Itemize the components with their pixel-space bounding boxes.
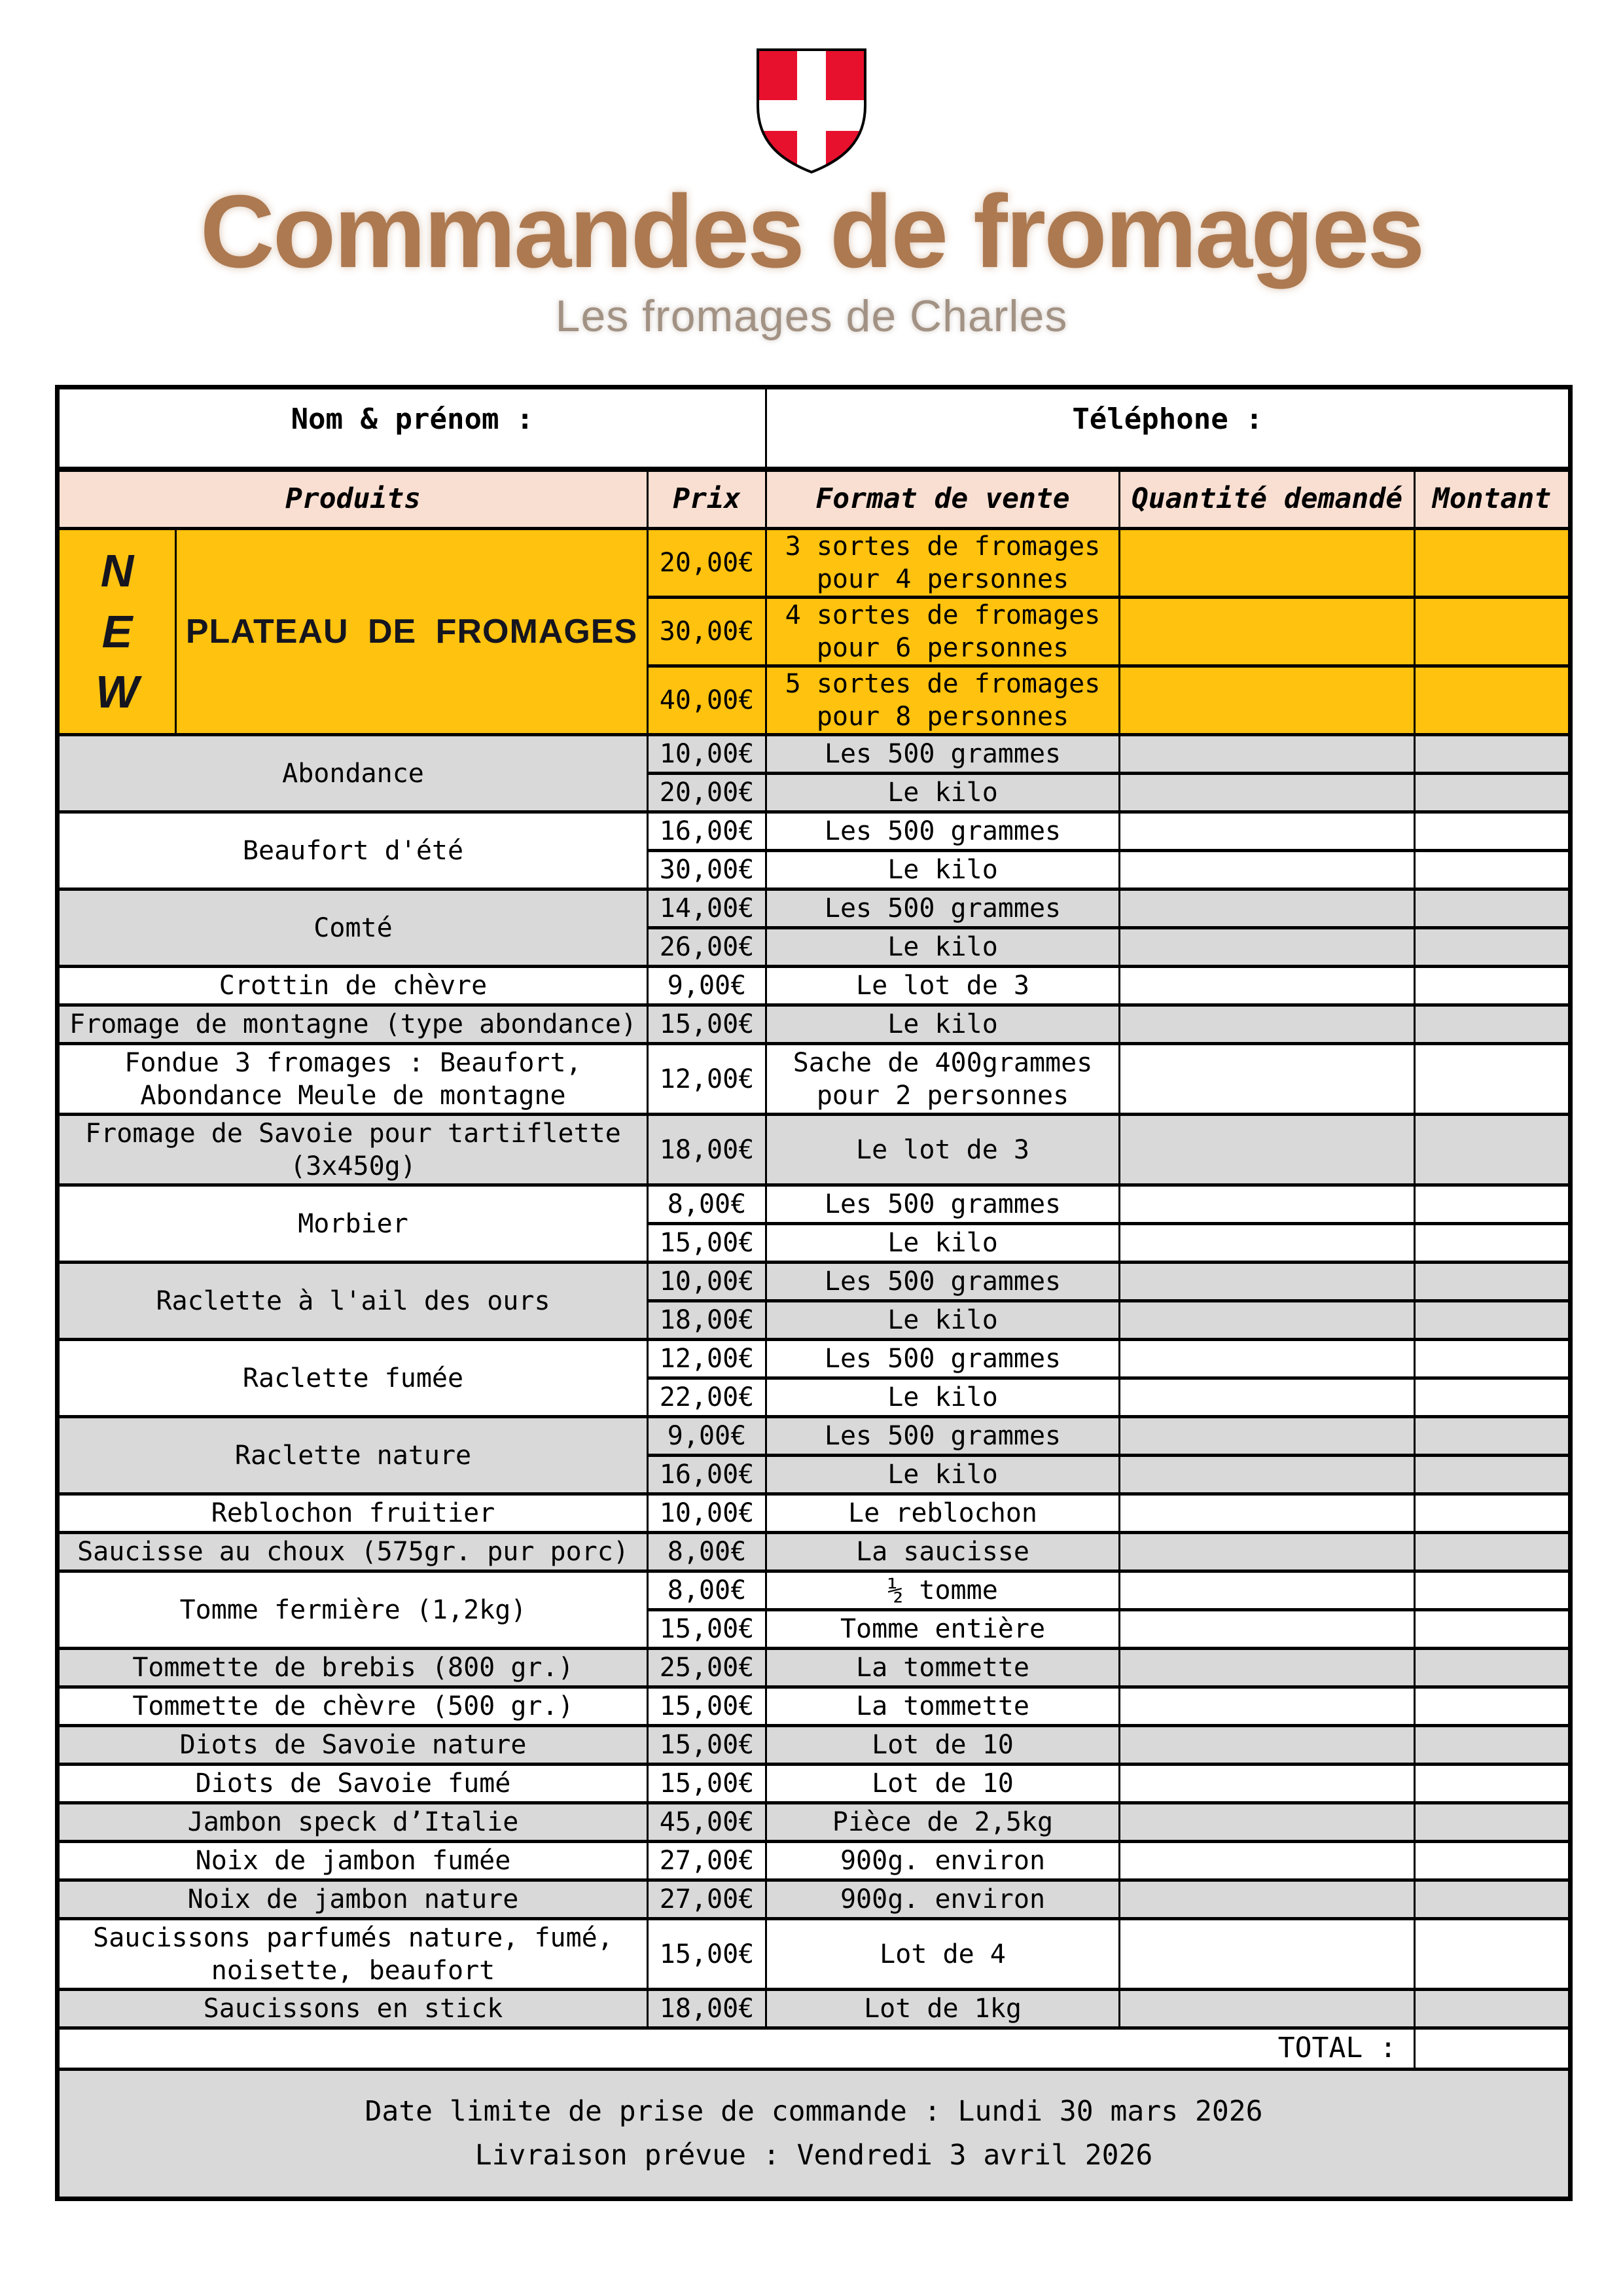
amount-input-cell[interactable]	[1415, 1044, 1571, 1115]
deadline-note: Date limite de prise de commande : Lundi 30 mars 2026	[365, 2095, 1263, 2128]
product-row	[58, 1990, 1571, 2028]
quantity-input-cell[interactable]	[1120, 1533, 1415, 1571]
amount-input-cell[interactable]	[1415, 1687, 1571, 1726]
price-cell: 27,00€	[648, 1880, 766, 1919]
price-cell: 15,00€	[648, 1726, 766, 1765]
product-name-cell: PLATEAU DE FROMAGES	[176, 529, 648, 735]
amount-input-cell[interactable]	[1415, 735, 1571, 774]
format-cell: Tomme entière	[766, 1610, 1120, 1649]
product-row	[58, 1726, 1571, 1765]
format-cell: Le kilo	[766, 928, 1120, 967]
footer-row	[58, 2070, 1571, 2199]
amount-input-cell[interactable]	[1415, 1649, 1571, 1687]
format-cell: 900g. environ	[766, 1842, 1120, 1880]
amount-input-cell[interactable]	[1415, 1571, 1571, 1610]
format-cell: Lot de 10	[766, 1726, 1120, 1765]
price-cell: 30,00€	[648, 598, 766, 666]
quantity-input-cell[interactable]	[1120, 889, 1415, 928]
footer-note-cell	[58, 2070, 1571, 2199]
format-cell: Le reblochon	[766, 1494, 1120, 1533]
total-label: TOTAL :	[58, 2028, 1415, 2070]
quantity-input-cell[interactable]	[1120, 1185, 1415, 1224]
column-header-prix: Prix	[648, 469, 766, 529]
quantity-input-cell[interactable]	[1120, 812, 1415, 851]
quantity-input-cell[interactable]	[1120, 1005, 1415, 1044]
amount-input-cell[interactable]	[1415, 1340, 1571, 1378]
amount-input-cell[interactable]	[1415, 1378, 1571, 1417]
product-name-cell: Beaufort d'été	[58, 812, 648, 889]
price-cell: 8,00€	[648, 1185, 766, 1224]
product-name-cell: Noix de jambon fumée	[58, 1842, 648, 1880]
product-name-cell: Reblochon fruitier	[58, 1494, 648, 1533]
product-name-cell: Fromage de montagne (type abondance)	[58, 1005, 648, 1044]
price-cell: 8,00€	[648, 1533, 766, 1571]
quantity-input-cell[interactable]	[1120, 1990, 1415, 2028]
price-cell: 20,00€	[648, 774, 766, 812]
price-cell: 16,00€	[648, 1456, 766, 1494]
amount-input-cell[interactable]	[1415, 1301, 1571, 1340]
product-row	[58, 1687, 1571, 1726]
quantity-input-cell[interactable]	[1120, 1378, 1415, 1417]
quantity-input-cell[interactable]	[1120, 967, 1415, 1005]
product-name-cell: Jambon speck d’Italie	[58, 1803, 648, 1842]
quantity-input-cell[interactable]	[1120, 1571, 1415, 1610]
format-cell: Le kilo	[766, 1301, 1120, 1340]
product-row	[58, 1880, 1571, 1919]
name-label: Nom & prénom :	[291, 403, 534, 436]
product-row	[58, 889, 1571, 928]
quantity-input-cell[interactable]	[1120, 1224, 1415, 1263]
price-cell: 12,00€	[648, 1044, 766, 1115]
price-cell: 25,00€	[648, 1649, 766, 1687]
amount-input-cell[interactable]	[1415, 928, 1571, 967]
format-cell: Lot de 1kg	[766, 1990, 1120, 2028]
format-cell: Le lot de 3	[766, 1115, 1120, 1185]
page-subtitle: Les fromages de Charles	[555, 291, 1068, 341]
amount-input-cell[interactable]	[1415, 1263, 1571, 1301]
format-cell: Les 500 grammes	[766, 1340, 1120, 1378]
price-cell: 15,00€	[648, 1224, 766, 1263]
format-cell: Le kilo	[766, 774, 1120, 812]
price-cell: 26,00€	[648, 928, 766, 967]
page-title: Commandes de fromages	[200, 174, 1423, 289]
format-cell: Lot de 10	[766, 1765, 1120, 1803]
price-cell: 16,00€	[648, 812, 766, 851]
format-cell: Les 500 grammes	[766, 735, 1120, 774]
order-table	[55, 385, 1573, 2201]
total-row	[58, 2028, 1571, 2070]
product-row	[58, 1649, 1571, 1687]
product-row	[58, 1571, 1571, 1610]
format-cell: La tommette	[766, 1649, 1120, 1687]
format-cell: 3 sortes de fromages pour 4 personnes	[766, 529, 1120, 598]
column-header-montant: Montant	[1415, 469, 1571, 529]
format-cell: 900g. environ	[766, 1880, 1120, 1919]
amount-input-cell[interactable]	[1415, 1726, 1571, 1765]
price-cell: 22,00€	[648, 1378, 766, 1417]
price-cell: 9,00€	[648, 1417, 766, 1456]
product-name-cell: Saucissons parfumés nature, fumé, noisette, beaufort	[58, 1919, 648, 1990]
product-name-cell: Fromage de Savoie pour tartiflette (3x450g)	[58, 1115, 648, 1185]
quantity-input-cell[interactable]	[1120, 1919, 1415, 1990]
product-row	[58, 1044, 1571, 1115]
name-field-cell[interactable]	[58, 387, 766, 470]
price-cell: 14,00€	[648, 889, 766, 928]
quantity-input-cell[interactable]	[1120, 1726, 1415, 1765]
price-cell: 15,00€	[648, 1919, 766, 1990]
quantity-input-cell[interactable]	[1120, 1044, 1415, 1115]
price-cell: 18,00€	[648, 1115, 766, 1185]
format-cell: 4 sortes de fromages pour 6 personnes	[766, 598, 1120, 666]
product-name-cell: Saucisse au choux (575gr. pur porc)	[58, 1533, 648, 1571]
price-cell: 9,00€	[648, 967, 766, 1005]
price-cell: 20,00€	[648, 529, 766, 598]
price-cell: 27,00€	[648, 1842, 766, 1880]
quantity-input-cell[interactable]	[1120, 1301, 1415, 1340]
column-header-quantite: Quantité demandé	[1120, 469, 1415, 529]
new-letter: E	[101, 605, 133, 657]
product-name-cell: Diots de Savoie fumé	[58, 1765, 648, 1803]
product-name-cell: Tommette de chèvre (500 gr.)	[58, 1687, 648, 1726]
quantity-input-cell[interactable]	[1120, 735, 1415, 774]
product-row	[58, 1842, 1571, 1880]
quantity-input-cell[interactable]	[1120, 1494, 1415, 1533]
amount-input-cell[interactable]	[1415, 666, 1571, 735]
column-header-row	[58, 469, 1571, 529]
product-row	[58, 1765, 1571, 1803]
amount-input-cell[interactable]	[1415, 774, 1571, 812]
price-cell: 15,00€	[648, 1765, 766, 1803]
new-letter: W	[95, 666, 139, 718]
delivery-note: Livraison prévue : Vendredi 3 avril 2026	[474, 2139, 1153, 2172]
amount-input-cell[interactable]	[1415, 1803, 1571, 1842]
price-cell: 10,00€	[648, 1494, 766, 1533]
quantity-input-cell[interactable]	[1120, 928, 1415, 967]
product-row	[58, 1185, 1571, 1224]
total-amount-cell[interactable]	[1415, 2028, 1571, 2070]
format-cell: Le lot de 3	[766, 967, 1120, 1005]
brand-header	[0, 0, 1623, 342]
format-cell: Les 500 grammes	[766, 812, 1120, 851]
product-row	[58, 1417, 1571, 1456]
amount-input-cell[interactable]	[1415, 1417, 1571, 1456]
amount-input-cell[interactable]	[1415, 889, 1571, 928]
format-cell: Sache de 400grammes pour 2 personnes	[766, 1044, 1120, 1115]
product-name-cell: Raclette fumée	[58, 1340, 648, 1417]
product-row	[58, 735, 1571, 774]
amount-input-cell[interactable]	[1415, 812, 1571, 851]
product-name-cell: Tommette de brebis (800 gr.)	[58, 1649, 648, 1687]
amount-input-cell[interactable]	[1415, 1005, 1571, 1044]
price-cell: 10,00€	[648, 1263, 766, 1301]
format-cell: La tommette	[766, 1687, 1120, 1726]
format-cell: Lot de 4	[766, 1919, 1120, 1990]
amount-input-cell[interactable]	[1415, 1880, 1571, 1919]
amount-input-cell[interactable]	[1415, 529, 1571, 598]
quantity-input-cell[interactable]	[1120, 1115, 1415, 1185]
product-name-cell: Morbier	[58, 1185, 648, 1263]
amount-input-cell[interactable]	[1415, 1765, 1571, 1803]
format-cell: Pièce de 2,5kg	[766, 1803, 1120, 1842]
product-name-cell: Diots de Savoie nature	[58, 1726, 648, 1765]
product-name-cell: Fondue 3 fromages : Beaufort, Abondance Meule de montagne	[58, 1044, 648, 1115]
column-header-produits: Produits	[58, 469, 648, 529]
price-cell: 45,00€	[648, 1803, 766, 1842]
new-offer-row	[58, 529, 1571, 598]
amount-input-cell[interactable]	[1415, 1919, 1571, 1990]
price-cell: 18,00€	[648, 1301, 766, 1340]
format-cell: Les 500 grammes	[766, 1263, 1120, 1301]
price-cell: 15,00€	[648, 1005, 766, 1044]
quantity-input-cell[interactable]	[1120, 1610, 1415, 1649]
product-row	[58, 812, 1571, 851]
product-row	[58, 1005, 1571, 1044]
product-row	[58, 1263, 1571, 1301]
amount-input-cell[interactable]	[1415, 967, 1571, 1005]
format-cell: Les 500 grammes	[766, 1417, 1120, 1456]
product-row	[58, 1340, 1571, 1378]
quantity-input-cell[interactable]	[1120, 1842, 1415, 1880]
amount-input-cell[interactable]	[1415, 1990, 1571, 2028]
amount-input-cell[interactable]	[1415, 1115, 1571, 1185]
amount-input-cell[interactable]	[1415, 1533, 1571, 1571]
quantity-input-cell[interactable]	[1120, 1456, 1415, 1494]
quantity-input-cell[interactable]	[1120, 774, 1415, 812]
price-cell: 10,00€	[648, 735, 766, 774]
product-name-cell: Raclette nature	[58, 1417, 648, 1494]
price-cell: 30,00€	[648, 851, 766, 889]
product-name-cell: Noix de jambon nature	[58, 1880, 648, 1919]
quantity-input-cell[interactable]	[1120, 1649, 1415, 1687]
format-cell: Le kilo	[766, 1456, 1120, 1494]
format-cell: Le kilo	[766, 1005, 1120, 1044]
product-row	[58, 967, 1571, 1005]
format-cell: 5 sortes de fromages pour 8 personnes	[766, 666, 1120, 735]
price-cell: 40,00€	[648, 666, 766, 735]
quantity-input-cell[interactable]	[1120, 1803, 1415, 1842]
quantity-input-cell[interactable]	[1120, 1765, 1415, 1803]
quantity-input-cell[interactable]	[1120, 529, 1415, 598]
quantity-input-cell[interactable]	[1120, 1687, 1415, 1726]
product-row	[58, 1494, 1571, 1533]
phone-field-cell[interactable]	[766, 387, 1571, 470]
price-cell: 15,00€	[648, 1610, 766, 1649]
amount-input-cell[interactable]	[1415, 1224, 1571, 1263]
phone-label: Téléphone :	[1072, 403, 1263, 436]
amount-input-cell[interactable]	[1415, 851, 1571, 889]
product-name-cell: Abondance	[58, 735, 648, 812]
price-cell: 18,00€	[648, 1990, 766, 2028]
amount-input-cell[interactable]	[1415, 1494, 1571, 1533]
format-cell: Le kilo	[766, 1224, 1120, 1263]
product-row	[58, 1919, 1571, 1990]
customer-info-row	[58, 387, 1571, 470]
product-name-cell: Raclette à l'ail des ours	[58, 1263, 648, 1340]
format-cell: Les 500 grammes	[766, 889, 1120, 928]
amount-input-cell[interactable]	[1415, 1456, 1571, 1494]
price-cell: 12,00€	[648, 1340, 766, 1378]
format-cell: Les 500 grammes	[766, 1185, 1120, 1224]
quantity-input-cell[interactable]	[1120, 1340, 1415, 1378]
product-name-cell: Crottin de chèvre	[58, 967, 648, 1005]
quantity-input-cell[interactable]	[1120, 851, 1415, 889]
quantity-input-cell[interactable]	[1120, 666, 1415, 735]
product-name-cell: Tomme fermière (1,2kg)	[58, 1571, 648, 1649]
new-badge	[58, 529, 176, 735]
quantity-input-cell[interactable]	[1120, 1263, 1415, 1301]
amount-input-cell[interactable]	[1415, 1842, 1571, 1880]
product-row	[58, 1115, 1571, 1185]
quantity-input-cell[interactable]	[1120, 598, 1415, 666]
product-row	[58, 1533, 1571, 1571]
product-name-cell: Comté	[58, 889, 648, 967]
format-cell: La saucisse	[766, 1533, 1120, 1571]
amount-input-cell[interactable]	[1415, 1185, 1571, 1224]
column-header-format: Format de vente	[766, 469, 1120, 529]
format-cell: Le kilo	[766, 851, 1120, 889]
product-name-cell: Saucissons en stick	[58, 1990, 648, 2028]
product-row	[58, 1803, 1571, 1842]
quantity-input-cell[interactable]	[1120, 1880, 1415, 1919]
format-cell: ½ tomme	[766, 1571, 1120, 1610]
new-letter: N	[100, 545, 134, 597]
price-cell: 8,00€	[648, 1571, 766, 1610]
savoie-shield-icon	[755, 47, 868, 175]
quantity-input-cell[interactable]	[1120, 1417, 1415, 1456]
format-cell: Le kilo	[766, 1378, 1120, 1417]
amount-input-cell[interactable]	[1415, 598, 1571, 666]
amount-input-cell[interactable]	[1415, 1610, 1571, 1649]
price-cell: 15,00€	[648, 1687, 766, 1726]
